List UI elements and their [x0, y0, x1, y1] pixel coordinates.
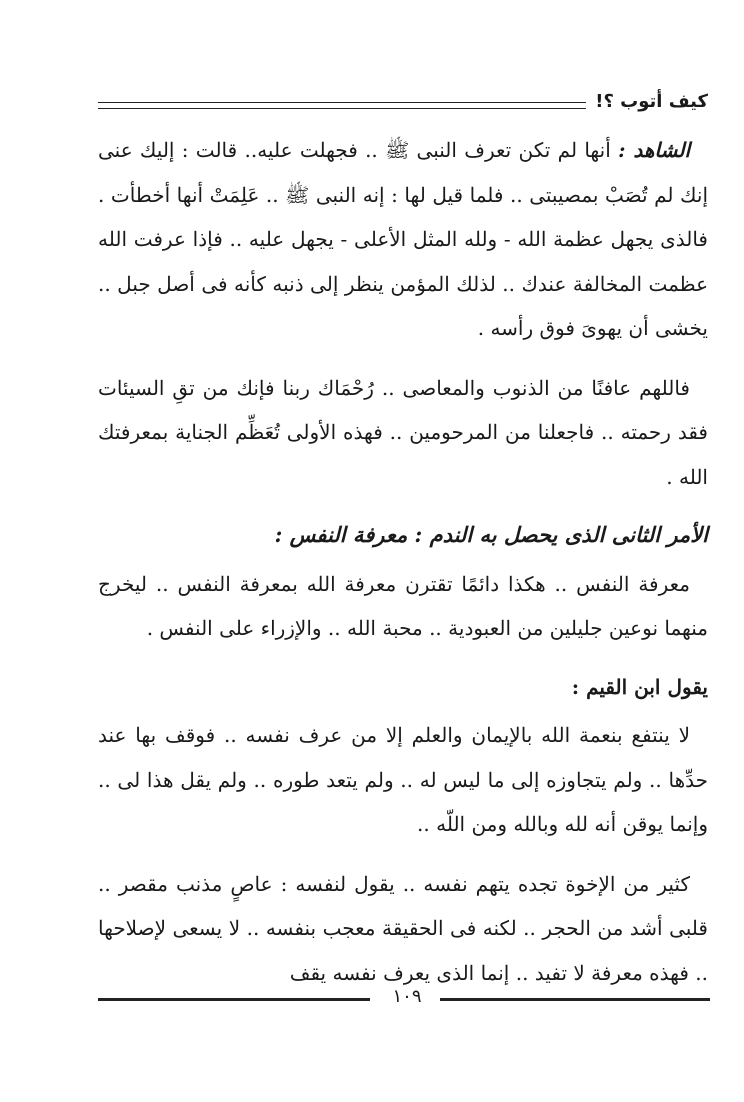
paragraph: كثير من الإخوة تجده يتهم نفسه .. يقول لنفسه : عاصٍ مذنب مقصر .. قلبى أشد من الحجر .. لكنه فى الحقيقة معجب بنفسه .. لا يسعى لإصلاحها .. فهذه معرفة لا تفيد .. إنما الذى يعرف نفسه يقف — [98, 871, 708, 985]
header-rule — [98, 108, 586, 109]
paragraph: فاللهم عافنًا من الذنوب والمعاصى .. رُحْمَاك ربنا فإنك من تقِ السيئات فقد رحمته .. فاجعلنا من المرحومين .. فهذه الأولى تُعَظِّم الجناية بمعرفتك الله . — [98, 375, 708, 489]
footer-rule — [440, 998, 710, 1001]
header-title: كيف أتوب ؟! — [595, 91, 708, 112]
page-number: ١٠٩ — [392, 986, 422, 1007]
paragraph: معرفة النفس .. هكذا دائمًا تقترن معرفة الله بمعرفة النفس .. ليخرج منهما نوعين جليلين من العبودية .. محبة الله .. والإزراء على النفس . — [98, 571, 708, 640]
section-heading: الأمر الثانى الذى يحصل به الندم : معرفة النفس : — [274, 522, 708, 547]
running-header — [98, 90, 708, 120]
paragraph-text: أنها لم تكن تعرف النبى ﷺ .. فجهلت عليه.. قالت : إليك عنى إنك لم تُصَبْ بمصيبتى .. فلما قيل لها : إنه النبى ﷺ .. عَلِمَتْ أنها أخطأت . فالذى يجهل عظمة الله - ولله المثل الأعلى - يجهل عليه .. فإذا عرفت الله عظمت المخالفة عندك .. لذلك المؤمن ينظر إلى ذنبه كأنه فى أصل جبل .. يخشى أن يهوىَ فوق رأسه . — [98, 138, 708, 340]
footer-rule — [98, 998, 370, 1001]
paragraph: لا ينتفع بنعمة الله بالإيمان والعلم إلا من عرف نفسه .. فوقف بها عند حدِّها .. ولم يتجاوزه إلى ما ليس له .. ولم يتعد طوره .. ولم يقل هذا لى .. وإنما يوقن أنه لله وبالله ومن اللّه .. — [98, 723, 708, 836]
paragraph — [98, 128, 708, 351]
header-rule — [98, 102, 586, 103]
page-footer — [98, 985, 710, 1009]
quote-heading: يقول ابن القيم : — [571, 674, 708, 699]
page-body — [98, 128, 708, 995]
paragraph-lead: الشاهد : — [618, 138, 691, 162]
